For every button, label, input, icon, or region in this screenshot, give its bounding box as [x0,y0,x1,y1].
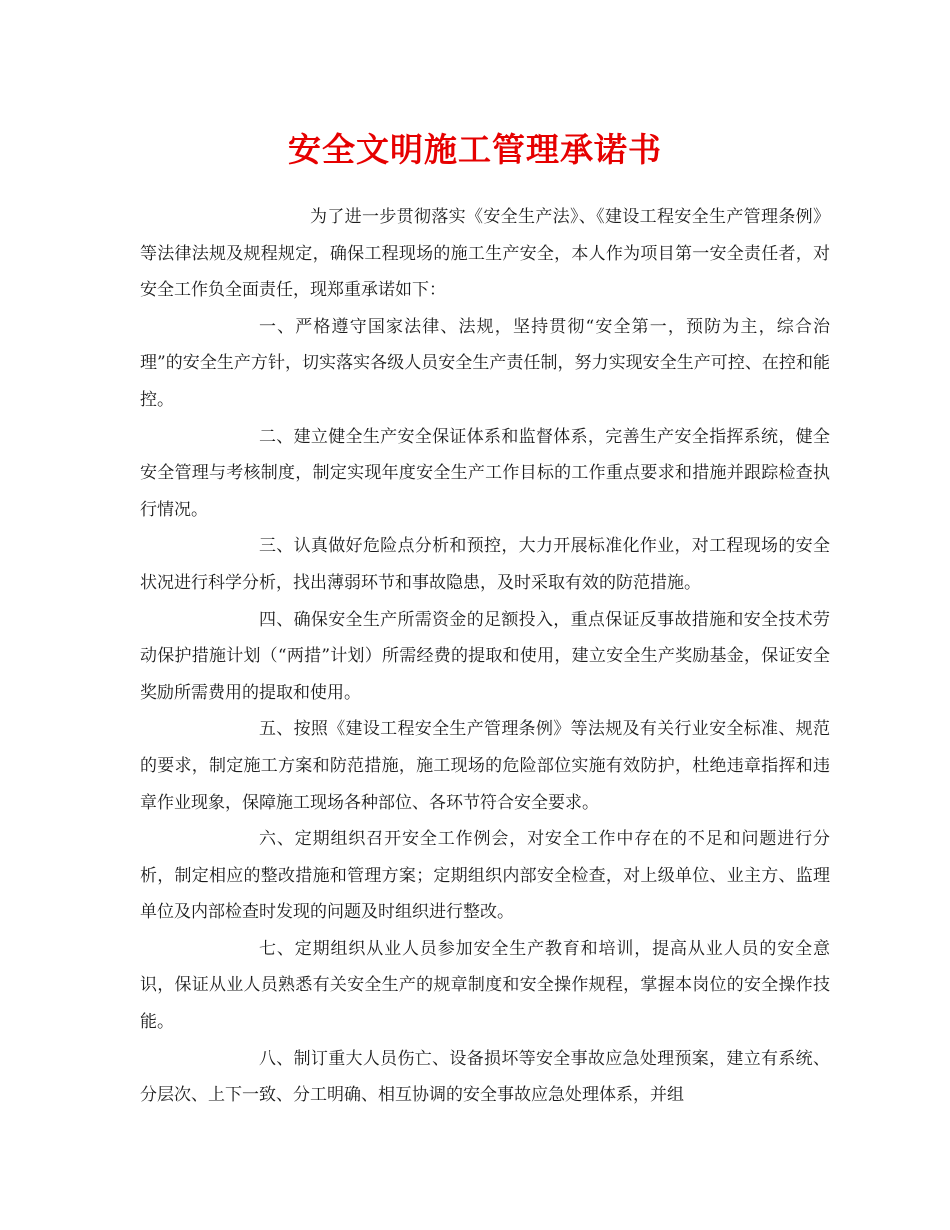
commitment-item-3: 三、认真做好危险点分析和预控，大力开展标准化作业，对工程现场的安全状况进行科学分析，找出薄弱环节和事故隐患，及时采取有效的防范措施。 [140,536,830,593]
document-body [140,199,830,1114]
commitment-item-7: 七、定期组织从业人员参加安全生产教育和培训，提高从业人员的安全意识，保证从业人员熟悉有关安全生产的规章制度和安全操作规程，掌握本岗位的安全操作技能。 [140,938,830,1033]
commitment-item-6: 六、定期组织召开安全工作例会，对安全工作中存在的不足和问题进行分析，制定相应的整改措施和管理方案；定期组织内部安全检查，对上级单位、业主方、监理单位及内部检查时发现的问题及时组织进行整改。 [140,829,830,923]
commitment-item-4: 四、确保安全生产所需资金的足额投入，重点保证反事故措施和安全技术劳动保护措施计划（“两措”计划）所需经费的提取和使用，建立安全生产奖励基金，保证安全奖励所需费用的提取和使用。 [140,609,830,703]
document-title: 安全文明施工管理承诺书 [288,130,662,169]
commitment-item-1: 一、严格遵守国家法律、法规，坚持贯彻“安全第一，预防为主，综合治理”的安全生产方针，切实落实各级人员安全生产责任制，努力实现安全生产可控、在控和能控。 [140,316,830,410]
commitment-item-5: 五、按照《建设工程安全生产管理条例》等法规及有关行业安全标准、规范的要求，制定施工方案和防范措施，施工现场的危险部位实施有效防护，杜绝违章指挥和违章作业现象，保障施工现场各种部位、各环节符合安全要求。 [140,719,830,813]
intro-paragraph: 为了进一步贯彻落实《安全生产法》、《建设工程安全生产管理条例》等法律法规及规程规定，确保工程现场的施工生产安全，本人作为项目第一安全责任者，对安全工作负全面责任，现郑重承诺如下： [140,207,830,301]
commitment-item-8: 八、制订重大人员伤亡、设备损坏等安全事故应急处理预案，建立有系统、分层次、上下一致、分工明确、相互协调的安全事故应急处理体系，并组 [140,1048,830,1106]
commitment-item-2: 二、建立健全生产安全保证体系和监督体系，完善生产安全指挥系统，健全安全管理与考核制度，制定实现年度安全生产工作目标的工作重点要求和措施并跟踪检查执行情况。 [140,426,830,520]
